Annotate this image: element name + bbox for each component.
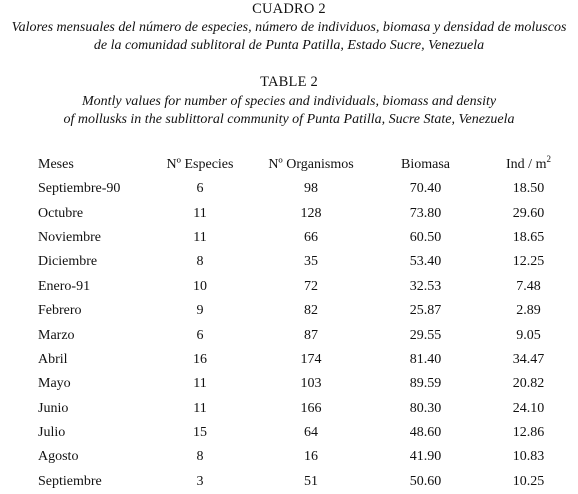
cell-species: 6 [196,327,204,343]
cell-density: 34.47 [512,351,545,367]
cell-organisms: 128 [300,205,322,221]
table-body [0,177,578,494]
cell-organisms: 174 [300,351,322,367]
cell-species: 8 [196,449,204,465]
cell-month: Junio [38,400,69,416]
table-label: TABLE 2 [260,74,318,90]
cell-organisms: 64 [304,425,318,441]
cell-species: 9 [196,303,204,319]
cell-density: 24.10 [512,400,545,416]
header-density-text: Ind / m [506,156,547,172]
table-row [0,397,578,421]
cell-density: 18.65 [512,229,545,245]
cell-biomass: 70.40 [409,181,442,197]
table-row [0,299,578,323]
cell-density: 29.60 [512,205,545,221]
cell-density: 18.50 [512,181,545,197]
cell-biomass: 73.80 [409,205,442,221]
table-row [0,177,578,201]
header-organisms: Nº Organismos [268,156,354,172]
cell-species: 8 [196,254,204,270]
table-row [0,250,578,274]
cell-biomass: 53.40 [409,254,442,270]
english-caption-line: Montly values for number of species and individuals, biomass and density [81,94,497,109]
cell-biomass: 32.53 [409,278,442,294]
english-caption-line: of mollusks in the sublittoral community of Punta Patilla, Sucre State, Venezuela [63,112,515,127]
cell-density: 9.05 [516,327,541,343]
header-density [479,152,578,177]
cell-organisms: 35 [304,254,318,270]
cell-biomass: 80.30 [409,400,442,416]
cell-organisms: 103 [300,376,322,392]
table-row [0,445,578,469]
cell-organisms: 87 [304,327,318,343]
table-header-row [0,152,578,177]
cell-density: 7.48 [516,278,541,294]
table-row [0,470,578,494]
cell-organisms: 82 [304,303,318,319]
spanish-caption-line: de la comunidad sublitoral de Punta Patilla, Estado Sucre, Venezuela [93,38,485,53]
cell-month: Julio [38,425,66,441]
cell-species: 11 [193,229,207,245]
cell-month: Noviembre [38,229,101,245]
cell-density: 10.25 [512,473,545,489]
cell-month: Agosto [38,449,79,465]
cell-month: Octubre [38,205,84,221]
cell-organisms: 16 [304,449,318,465]
cell-organisms: 72 [304,278,318,294]
cell-month: Mayo [38,376,71,392]
cell-biomass: 81.40 [409,351,442,367]
cell-biomass: 89.59 [409,376,442,392]
cell-biomass: 25.87 [409,303,442,319]
english-caption [0,93,578,129]
cell-month: Abril [38,351,68,367]
cuadro-label: CUADRO 2 [252,1,326,17]
cell-organisms: 98 [304,181,318,197]
cell-month: Septiembre-90 [38,181,121,197]
cell-species: 15 [193,425,207,441]
table-row [0,372,578,396]
cell-species: 10 [193,278,207,294]
cell-species: 3 [196,473,204,489]
cell-biomass: 41.90 [409,449,442,465]
header-months: Meses [38,156,74,172]
table-row [0,323,578,347]
cell-month: Enero-91 [38,278,91,294]
cell-species: 16 [193,351,207,367]
cell-density: 10.83 [512,449,545,465]
cell-month: Septiembre [38,473,102,489]
cell-species: 11 [193,205,207,221]
cell-biomass: 48.60 [409,425,442,441]
cell-density: 12.86 [512,425,545,441]
cell-biomass: 60.50 [409,229,442,245]
spanish-caption-line: Valores mensuales del número de especies, número de individuos, biomasa y densidad de moluscos [11,20,567,35]
table-row [0,275,578,299]
mollusk-monthly-table [0,152,578,494]
cell-organisms: 66 [304,229,318,245]
cell-month: Diciembre [38,254,98,270]
cell-month: Febrero [38,303,82,319]
cell-biomass: 50.60 [409,473,442,489]
cell-density: 12.25 [512,254,545,270]
cell-month: Marzo [38,327,75,343]
cell-organisms: 166 [300,400,322,416]
header-species: Nº Especies [166,156,234,172]
cell-density: 20.82 [512,376,545,392]
cell-species: 11 [193,376,207,392]
header-biomass: Biomasa [401,156,450,172]
cell-species: 11 [193,400,207,416]
table-row [0,226,578,250]
header-density-exponent: 2 [546,153,551,164]
spanish-caption [0,19,578,55]
table-row [0,201,578,225]
cell-density: 2.89 [516,303,541,319]
table-row [0,421,578,445]
cell-organisms: 51 [304,473,318,489]
cell-biomass: 29.55 [409,327,442,343]
cell-species: 6 [196,181,204,197]
table-row [0,348,578,372]
